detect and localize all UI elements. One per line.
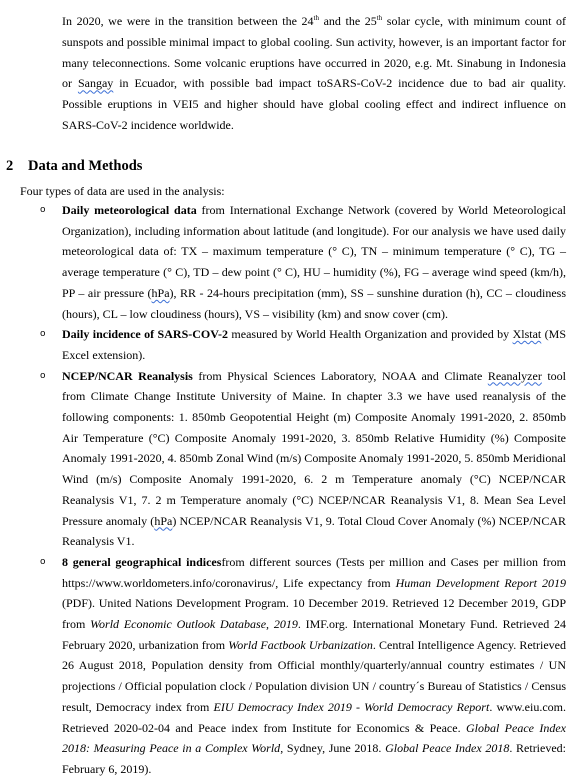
text-run: measured by World Health Organization and provided by <box>228 327 513 342</box>
text-run: . Retrieved: February 6, 2019). <box>62 741 567 776</box>
italic-citation: World Economic Outlook Database, 2019 <box>90 617 298 632</box>
text-run: from International Exchange Network (covered by World Meteorological Organization), including information about latitude (and longitude). For our analysis we have used daily meteorological data of: TX – maximum temperature (° C), TN – minimum temperature (° C), TG – average temperature (° C), TD – dew point (° C), HU – humidity (%), FG – average wind speed (km/h), PP – air pressure ( <box>62 203 566 300</box>
spellcheck-word[interactable]: hPa <box>154 513 173 528</box>
section-number: 2 <box>6 158 14 174</box>
spellcheck-word[interactable]: Xlstat <box>512 327 542 342</box>
bullet-icon: o <box>40 205 46 215</box>
italic-citation: World Factbook Urbanization <box>228 637 373 652</box>
bullet-icon: o <box>40 329 46 340</box>
spellcheck-word[interactable]: hPa <box>151 285 170 300</box>
text-run: . IMF.org. International Monetary Fund. Retrieved 24 February 2020, urbanization from <box>62 617 567 652</box>
intro-paragraph <box>62 11 566 136</box>
list-item <box>40 366 566 552</box>
bullet-icon: o <box>40 370 46 381</box>
text-run: ) NCEP/NCAR Reanalysis V1, 9. Total Cloud Cover Anomaly (%) NCEP/NCAR Reanalysis V1. <box>62 513 566 549</box>
superscript: th <box>376 14 383 22</box>
text-run: . Central Intelligence Agency. Retrieved 26 August 2018, Population density from Official monthly/quarterly/annual country estimates / UN projections / Official population clock / Population division UN / country´s Bureau of Statistics / Census result, Democracy index from <box>62 637 567 714</box>
bullet-icon: o <box>40 556 46 567</box>
text-run: solar cycle, with minimum count of sunspots and possible minimal impact to global cooling. Sun activity, however, is an important factor for many teleconnections. Some volcanic eruptions have occurred in 2020, e.g. Mt. Sinabung in Indonesia or <box>62 14 566 91</box>
superscript: th <box>313 14 319 22</box>
italic-citation: Human Development Report 2019 <box>395 575 567 590</box>
text-run: (PDF). United Nations Development Program. 10 December 2019. Retrieved 12 December 2019, GDP from <box>62 596 566 632</box>
text-run: and the 25 <box>318 14 377 28</box>
text-run: in Ecuador, with possible bad impact toSARS-CoV-2 incidence due to bad air quality. Possible eruptions in VEI5 and higher should have global cooling effect and indirect influence on SARS-CoV-2 incidence worldwide. <box>62 76 566 132</box>
italic-citation: Global Peace Index 2018 <box>385 741 510 756</box>
item-title: Daily meteorological data <box>62 203 197 217</box>
italic-citation: Global Peace Index 2018: Measuring Peace in a Complex World <box>62 720 567 756</box>
list-item <box>40 552 566 780</box>
section-title: Data and Methods <box>28 158 143 174</box>
item-title: 8 general geographical indices <box>62 554 222 569</box>
text-run: , Sydney, June 2018. <box>280 741 386 756</box>
italic-citation: EIU Democracy Index 2019 - World Democracy Report <box>213 699 490 714</box>
text-run: . www.eiu.com. Retrieved 2020-02-04 and Peace index from Institute for Economics & Peace. <box>62 699 566 735</box>
spellcheck-word[interactable]: Reanalyzer <box>487 368 542 383</box>
text-run: tool from Climate Change Institute University of Maine. In chapter 3.3 we have used reanalysis of the following components: 1. 850mb Geopotential Height (m) Composite Anomaly 1991-2020, 2. 850mb Air Temperature (°C) Composite Anomaly 1991-2020, 3. 850mb Relative Humidity (%) Composite Anomaly 1991-2020, 4. 850mb Zonal Wind (m/s) Composite Anomaly 1991-2020, 5. 850mb Meridional Wind (m/s) Composite Anomaly 1991-2020, 6. 2 m Temperature anomaly (°C) NCEP/NCAR Reanalysis V1, 7. 2 m Temperature anomaly (°C) NCEP/NCAR Reanalysis V1, 8. Mean Sea Level Pressure anomaly ( <box>62 368 566 528</box>
section-heading <box>6 158 142 175</box>
item-title: Daily incidence of SARS-COV-2 <box>62 327 229 342</box>
spellcheck-word[interactable]: Sangay <box>77 76 114 91</box>
text-run: ), RR - 24-hours precipitation (mm), SS – sunshine duration (h), CC – cloudiness (hours), CL – low cloudiness (hours), VS – visibility (km) and snow cover (cm). <box>62 285 566 321</box>
list-item <box>40 324 566 365</box>
item-title: NCEP/NCAR Reanalysis <box>62 368 193 383</box>
text-run: from Physical Sciences Laboratory, NOAA and Climate <box>192 368 488 383</box>
text-run: In 2020, we were in the transition between the 24 <box>62 14 314 28</box>
data-sources-list <box>40 200 566 780</box>
text-run: (MS Excel extension). <box>62 327 567 362</box>
text-run: from different sources (Tests per million and Cases per million from https://www.worldometers.info/coronavirus/, Life expectancy from <box>62 554 566 590</box>
section-intro: Four types of data are used in the analysis: <box>20 184 225 198</box>
list-item <box>40 200 566 324</box>
